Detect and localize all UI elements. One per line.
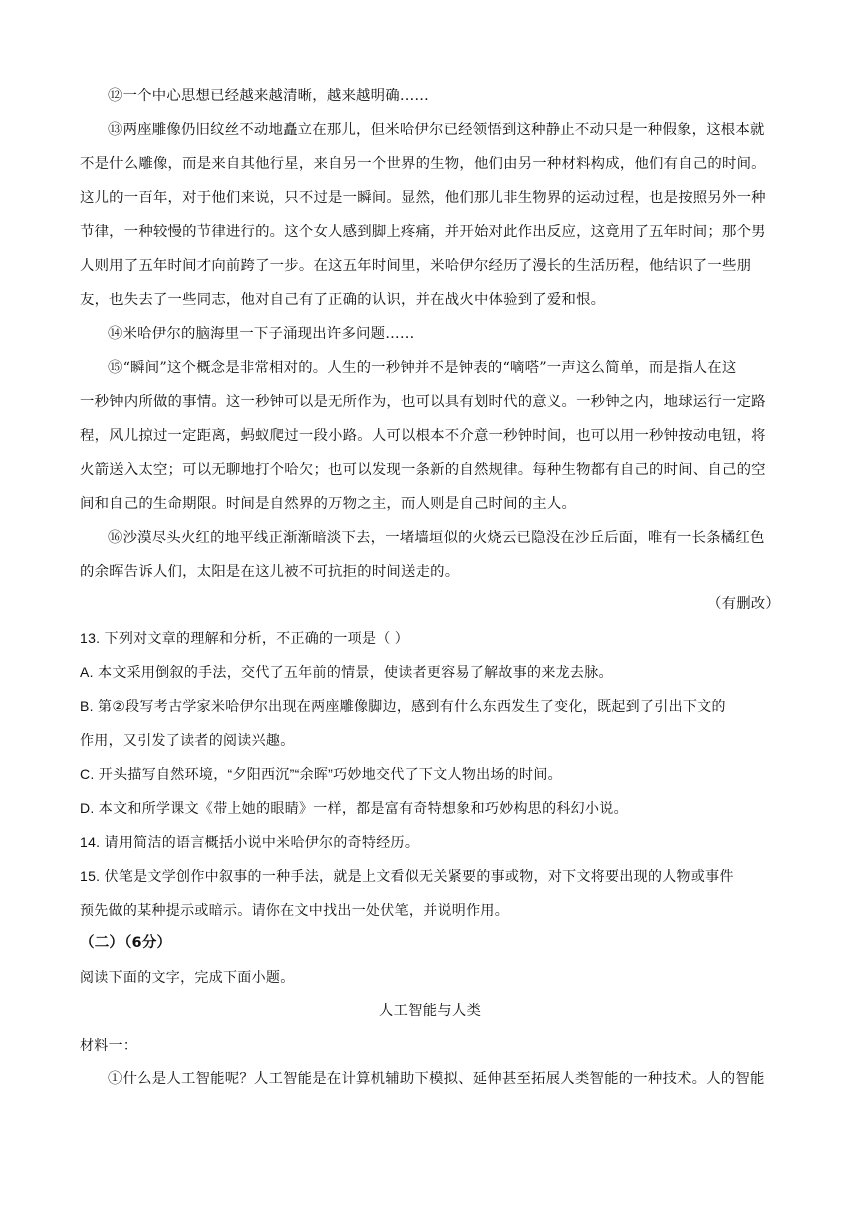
abridged-note: （有删改） — [707, 596, 780, 612]
section-instruction: 阅读下面的文字，完成下面小题。 — [80, 969, 295, 985]
question-13-option-c: C. 开头描写自然环境，“夕阳西沉”“余晖”巧妙地交代了下文人物出场的时间。 — [80, 766, 562, 782]
paragraph-15-line-2: 一秒钟内所做的事情。这一秒钟可以是无所作为，也可以具有划时代的意义。一秒钟之内，地球运行一定路 — [80, 394, 766, 410]
paragraph-16-line-2: 的余晖告诉人们，太阳是在这儿被不可抗拒的时间送走的。 — [80, 564, 460, 580]
paragraph-15-line-1: ⑮“瞬间”这个概念是非常相对的。人生的一秒钟并不是钟表的“嘀嗒”一声这么简单，而是指人在这 — [108, 360, 737, 376]
paragraph-12: ⑫一个中心思想已经越来越清晰，越来越明确…… — [108, 88, 429, 104]
paragraph-13-line-2: 不是什么雕像，而是来自其他行星，来自另一个世界的生物，他们由另一种材料构成，他们有自己的时间。 — [80, 156, 766, 172]
question-13-option-b-line-1: B. 第②段写考古学家米哈伊尔出现在两座雕像脚边，感到有什么东西发生了变化，既起到了引出下文的 — [80, 698, 726, 714]
question-13: 13. 下列对文章的理解和分析，不正确的一项是（ ） — [80, 630, 410, 646]
paragraph-13-line-6: 友，也失去了一些同志，他对自己有了正确的认识，并在战火中体验到了爱和恨。 — [80, 292, 606, 308]
question-15-line-1: 15. 伏笔是文学创作中叙事的一种手法，就是上文看似无关紧要的事或物，对下文将要出现的人物或事件 — [80, 868, 734, 884]
paragraph-13-line-4: 节律，一种较慢的节律进行的。这个女人感到脚上疼痛，并开始对此作出反应，这竟用了五年时间；那个男 — [80, 224, 766, 240]
question-13-option-a: A. 本文采用倒叙的手法，交代了五年前的情景，使读者更容易了解故事的来龙去脉。 — [80, 664, 613, 680]
question-13-option-b-line-2: 作用，又引发了读者的阅读兴趣。 — [80, 732, 295, 748]
section-heading: （二）（6分） — [80, 935, 172, 951]
paragraph-13-line-3: 这儿的一百年，对于他们来说，只不过是一瞬间。显然，他们那儿非生物界的运动过程，也是按照另外一种 — [80, 190, 766, 206]
material-paragraph-1: ①什么是人工智能呢？人工智能是在计算机辅助下模拟、延伸甚至拓展人类智能的一种技术。人的智能 — [108, 1071, 765, 1087]
question-15-line-2: 预先做的某种提示或暗示。请你在文中找出一处伏笔，并说明作用。 — [80, 902, 509, 918]
paragraph-16-line-1: ⑯沙漠尽头火红的地平线正渐渐暗淡下去，一堵墙垣似的火烧云已隐没在沙丘后面，唯有一长条橘红色 — [108, 530, 765, 546]
material-label: 材料一： — [80, 1037, 138, 1053]
question-13-option-d: D. 本文和所学课文《带上她的眼睛》一样，都是富有奇特想象和巧妙构思的科幻小说。 — [80, 800, 628, 816]
article-title: 人工智能与人类 — [378, 1003, 482, 1019]
paragraph-13-line-1: ⑬两座雕像仍旧纹丝不动地矗立在那儿，但米哈伊尔已经领悟到这种静止不动只是一种假象，这根本就 — [108, 122, 765, 138]
paragraph-15-line-5: 间和自己的生命期限。时间是自然界的万物之主，而人则是自己时间的主人。 — [80, 496, 577, 512]
paragraph-13-line-5: 人则用了五年时间才向前跨了一步。在这五年时间里，米哈伊尔经历了漫长的生活历程，他结识了一些朋 — [80, 258, 752, 274]
paragraph-15-line-3: 程，风儿掠过一定距离，蚂蚁爬过一段小路。人可以根本不介意一秒钟时间，也可以用一秒钟按动电钮，将 — [80, 428, 766, 444]
question-14: 14. 请用简洁的语言概括小说中米哈伊尔的奇特经历。 — [80, 834, 420, 850]
paragraph-14: ⑭米哈伊尔的脑海里一下子涌现出许多问题…… — [108, 326, 415, 342]
paragraph-15-line-4: 火箭送入太空；可以无聊地打个哈欠；也可以发现一条新的自然规律。每种生物都有自己的时间、自己的空 — [80, 462, 766, 478]
